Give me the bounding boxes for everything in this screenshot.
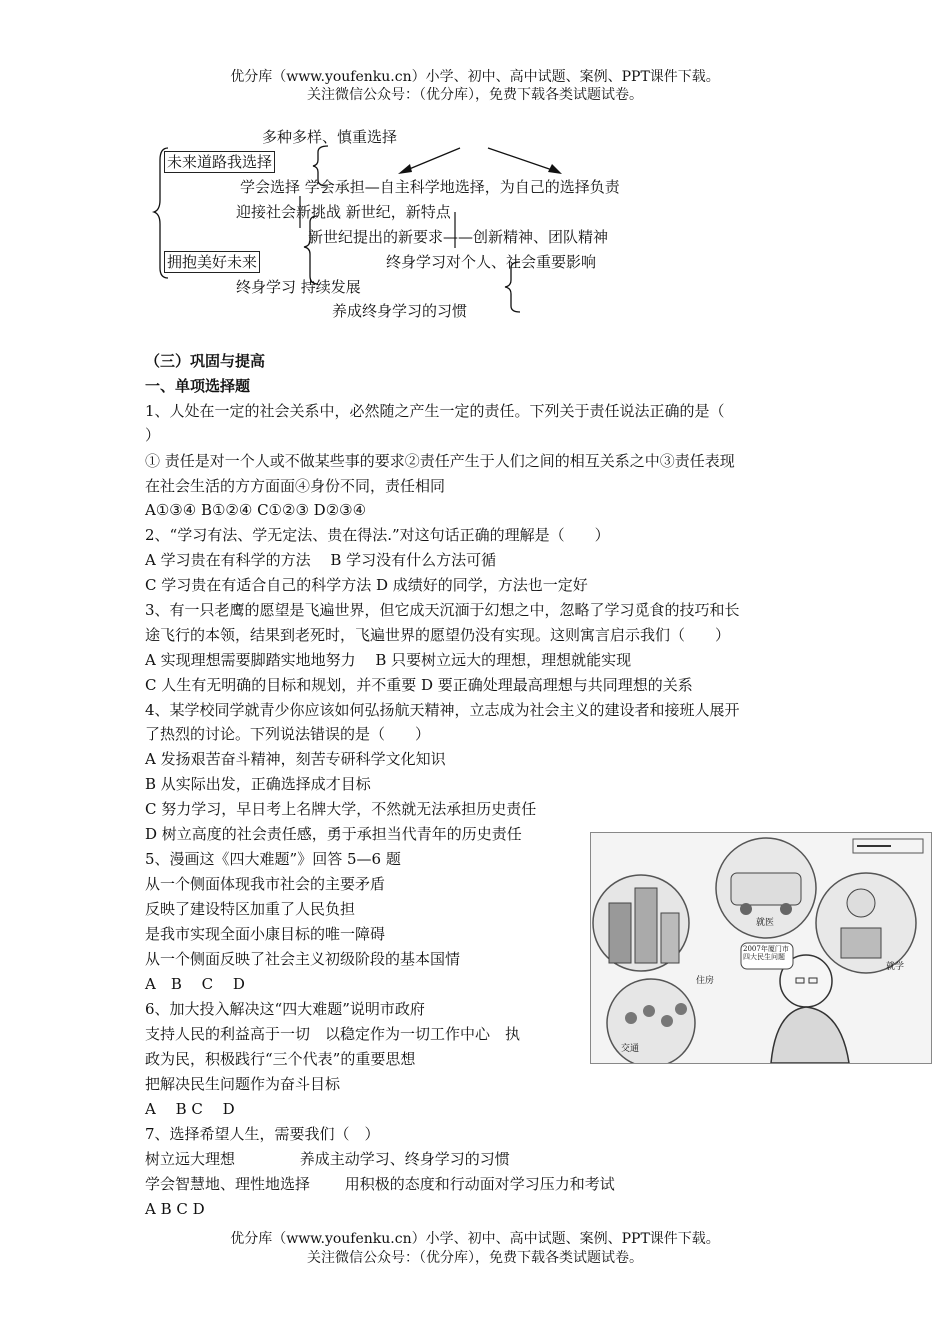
diagram-node-new-requirements: 新世纪提出的新要求——创新精神、团队精神 — [308, 228, 609, 246]
section-title: （三）巩固与提高 — [145, 352, 266, 370]
question-6-option-line-3: 把解决民生问题作为奋斗目标 — [145, 1075, 341, 1093]
diagram-node-learn-choose: 学会选择 学会承担—自主科学地选择，为自己的选择负责 — [240, 178, 620, 196]
diagram-node-embrace-future: 拥抱美好未来 — [164, 251, 260, 273]
question-5-option-1: 从一个侧面体现我市社会的主要矛盾 — [145, 875, 386, 893]
question-1-statements-cont: 在社会生活的方方面面④身份不同，责任相同 — [145, 477, 446, 495]
section-subtitle: 一、单项选择题 — [145, 377, 251, 395]
diagram-node-variety: 多种多样、慎重选择 — [262, 128, 398, 146]
question-4-option-c: C 努力学习，早日考上名牌大学，不然就无法承担历史责任 — [145, 800, 537, 818]
question-1-text-cont: ） — [145, 426, 161, 444]
diagram-node-future-road: 未来道路我选择 — [164, 151, 275, 173]
diagram-connectors — [0, 0, 950, 330]
comic-four-problems-image — [590, 832, 932, 1064]
question-4-option-d: D 树立高度的社会责任感，勇于承担当代青年的历史责任 — [145, 825, 522, 843]
question-1-options: A①③④ B①②④ C①②③ D②③④ — [145, 501, 367, 519]
question-5-text: 5、漫画这《四大难题”》回答 5—6 题 — [145, 850, 401, 868]
question-4-option-a: A 发扬艰苦奋斗精神，刻苦专研科学文化知识 — [145, 750, 446, 768]
question-2-options-ab: A 学习贵在有科学的方法 B 学习没有什么方法可循 — [145, 551, 497, 569]
question-7-text: 7、选择希望人生，需要我们（ ） — [145, 1125, 380, 1143]
question-6-text: 6、加大投入解决这“四大难题”说明市政府 — [145, 1000, 425, 1018]
diagram-node-lifelong-impact: 终身学习对个人、社会重要影响 — [386, 253, 597, 271]
question-6-option-line-2: 政为民，积极践行“三个代表”的重要思想 — [145, 1050, 416, 1068]
question-2-options-cd: C 学习贵在有适合自己的科学方法 D 成绩好的同学，方法也一定好 — [145, 576, 588, 594]
question-4-text: 4、某学校同学就青少你应该如何弘扬航天精神，立志成为社会主义的建设者和接班人展开 — [145, 701, 740, 719]
comic-speech-bubble: 2007年厦门市四大民生问题 — [743, 945, 789, 961]
question-3-options-ab: A 实现理想需要脚踏实地地努力 B 只要树立远大的理想，理想就能实现 — [145, 651, 632, 669]
question-3-options-cd: C 人生有无明确的目标和规划，并不重要 D 要正确处理最高理想与共同理想的关系 — [145, 676, 693, 694]
comic-label-traffic: 交通 — [621, 1044, 640, 1054]
question-4-option-b: B 从实际出发，正确选择成才目标 — [145, 775, 371, 793]
question-7-option-line-1: 树立远大理想 养成主动学习、终身学习的习惯 — [145, 1150, 510, 1168]
header-line-1: 优分库（www.youfenku.cn）小学、初中、高中试题、案例、PPT课件下载。 — [230, 69, 720, 85]
question-7-option-line-2: 学会智慧地、理性地选择 用积极的态度和行动面对学习压力和考试 — [145, 1175, 615, 1193]
comic-label-education: 就学 — [886, 962, 905, 972]
question-5-answer-letters: A B C D — [145, 975, 245, 993]
question-5-option-2: 反映了建设特区加重了人民负担 — [145, 900, 356, 918]
question-4-text-cont: 了热烈的讨论。下列说法错误的是（ ） — [145, 725, 431, 743]
comic-label-medical: 就医 — [756, 918, 775, 928]
diagram-node-habit: 养成终身学习的习惯 — [332, 302, 468, 320]
footer-line-2: 关注微信公众号：（优分库），免费下载各类试题试卷。 — [307, 1250, 643, 1266]
question-1-text: 1、人处在一定的社会关系中，必然随之产生一定的责任。下列关于责任说法正确的是（ — [145, 402, 725, 420]
comic-label-housing: 住房 — [696, 976, 715, 986]
footer-line-1: 优分库（www.youfenku.cn）小学、初中、高中试题、案例、PPT课件下载。 — [230, 1231, 720, 1247]
question-6-answer-letters: A B C D — [145, 1100, 235, 1118]
question-5-option-3: 是我市实现全面小康目标的唯一障碍 — [145, 925, 386, 943]
question-2-text: 2、“学习有法、学无定法、贵在得法.”对这句话正确的理解是（ ） — [145, 526, 610, 544]
question-3-text-cont: 途飞行的本领，结果到老死时，飞遍世界的愿望仍没有实现。这则寓言启示我们（ ） — [145, 626, 731, 644]
diagram-node-lifelong-learning: 终身学习 持续发展 — [236, 278, 361, 296]
question-1-statements: ① 责任是对一个人或不做某些事的要求②责任产生于人们之间的相互关系之中③责任表现 — [145, 452, 735, 470]
question-5-option-4: 从一个侧面反映了社会主义初级阶段的基本国情 — [145, 950, 461, 968]
question-3-text: 3、有一只老鹰的愿望是飞遍世界，但它成天沉湎于幻想之中，忽略了学习觅食的技巧和长 — [145, 601, 740, 619]
diagram-node-new-challenges: 迎接社会新挑战 新世纪，新特点 — [236, 203, 451, 221]
question-7-answer-letters: A B C D — [145, 1200, 205, 1218]
header-line-2: 关注微信公众号：（优分库），免费下载各类试题试卷。 — [307, 87, 643, 103]
question-6-option-line-1: 支持人民的利益高于一切 以稳定作为一切工作中心 执 — [145, 1025, 521, 1043]
